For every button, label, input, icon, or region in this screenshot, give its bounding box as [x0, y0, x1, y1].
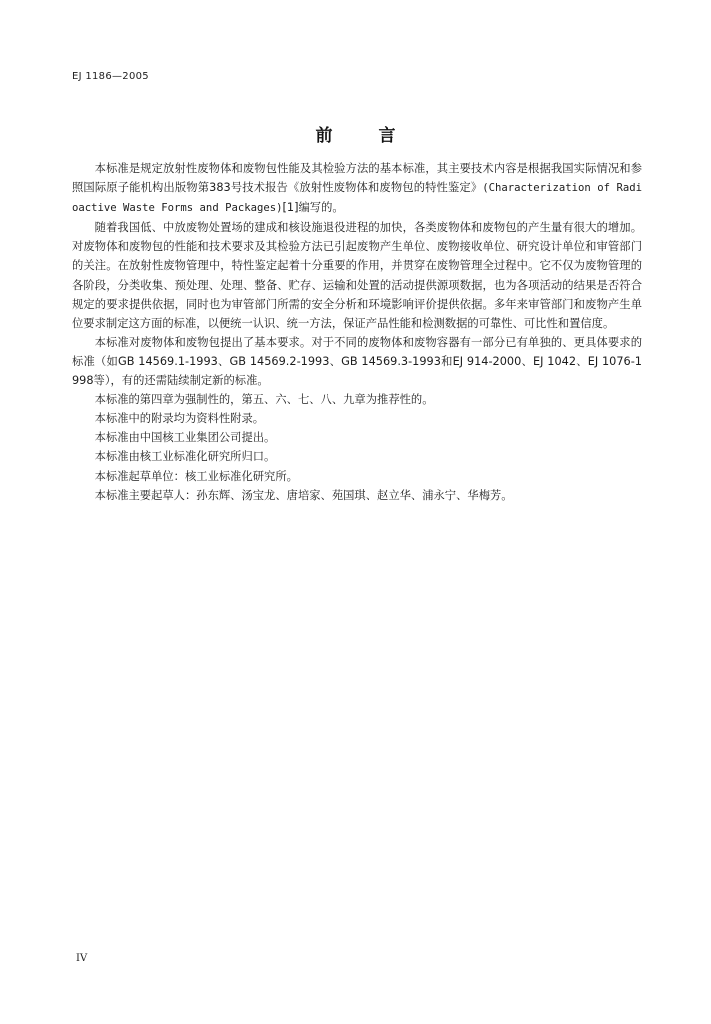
paragraph-background: 随着我国低、中放废物处置场的建成和核设施退役进程的加快，各类废物体和废物包的产生量有很大的增加。对废物体和废物包的性能和技术要求及其检验方法已引起废物产生单位、废物接收单位、研究设计单位和审管部门的关注。在放射性废物管理中，特性鉴定起着十分重要的作用，并贯穿在废物管理全过程中。它不仅为废物管理的各阶段，分类收集、预处理、处理、整备、贮存、运输和处置的活动提供源项数据，也为各项活动的结果是否符合规定的要求提供依据，同时也为审管部门所需的安全分析和环境影响评价提供依据。多年来审管部门和废物产生单位要求制定这方面的标准，以便统一认识、统一方法，保证产品性能和检测数据的可靠性、可比性和置信度。 — [72, 221, 642, 330]
paragraph-drafters: 本标准主要起草人：孙东辉、汤宝龙、唐培家、苑国琪、赵立华、浦永宁、华梅芳。 — [94, 488, 513, 502]
paragraph-related-standards: 本标准对废物体和废物包提出了基本要求。对于不同的废物体和废物容器有一部分已有单独的、更具体要求的标准（如GB 14569.1-1993、GB 14569.2-1993、GB 14569.3-1993和EJ 914-2000、EJ 1042、EJ 1076-1998等），有的还需陆续制定新的标准。 — [72, 335, 642, 388]
english-title: (Characterization of Radioactive Waste Forms and Packages) — [72, 182, 642, 215]
paragraph-appendix: 本标准中的附录均为资料性附录。 — [94, 412, 265, 426]
paragraph-basis-end: [1]编写的。 — [282, 201, 344, 215]
paragraph-basis-text: 本标准是规定放射性废物体和废物包性能及其检验方法的基本标准，其主要技术内容是根据我国实际情况和参照国际原子能机构出版物第383号技术报告《放射性废物体和废物包的特性鉴定》 — [72, 162, 642, 195]
document-code: EJ 1186—2005 — [72, 71, 149, 82]
paragraph-proposer: 本标准由中国核工业集团公司提出。 — [94, 431, 276, 445]
foreword-body — [72, 159, 642, 505]
paragraph-administrator: 本标准由核工业标准化研究所归口。 — [94, 450, 276, 464]
page-title: 前 言 — [315, 126, 416, 146]
paragraph-basis — [72, 159, 642, 218]
paragraph-mandatory-chapters: 本标准的第四章为强制性的，第五、六、七、八、九章为推荐性的。 — [94, 393, 434, 407]
page-number: IV — [76, 953, 88, 964]
paragraph-drafting-unit: 本标准起草单位：核工业标准化研究所。 — [94, 469, 298, 483]
